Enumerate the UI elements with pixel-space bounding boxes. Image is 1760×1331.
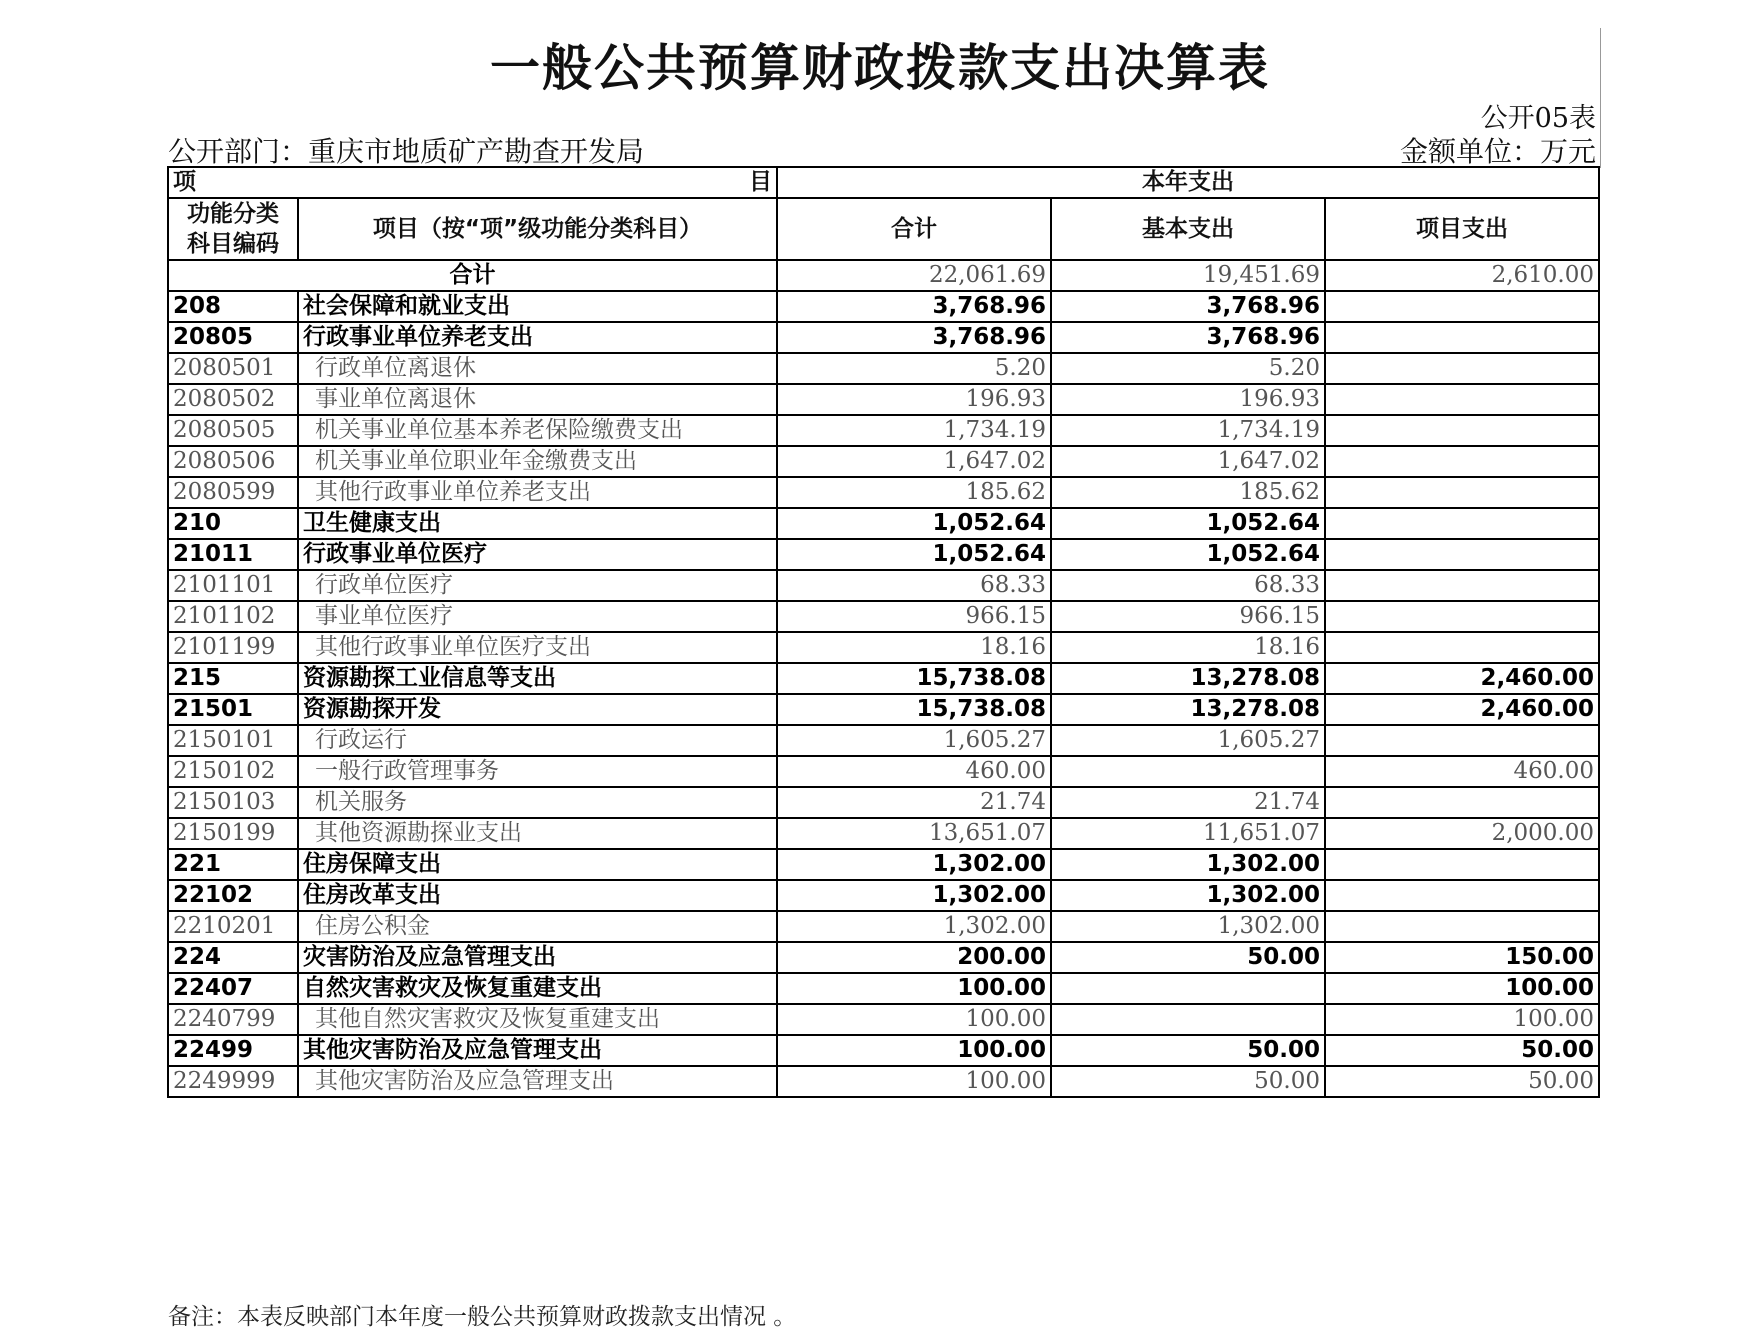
table-row [168,880,1599,911]
header-project: 项目支出 [1325,198,1599,260]
row-code: 2150102 [168,756,298,787]
row-total: 1,734.19 [777,415,1051,446]
table-row [168,725,1599,756]
table-row [168,601,1599,632]
row-total: 100.00 [777,1004,1051,1035]
row-name: 行政单位离退休 [298,353,777,384]
row-project: 2,000.00 [1325,818,1599,849]
row-project: 460.00 [1325,756,1599,787]
row-project [1325,477,1599,508]
row-total: 1,647.02 [777,446,1051,477]
department-label: 公开部门：重庆市地质矿产勘查开发局 [168,135,645,168]
row-total: 100.00 [777,973,1051,1004]
row-name: 灾害防治及应急管理支出 [298,942,777,973]
row-code: 2080599 [168,477,298,508]
row-name: 社会保障和就业支出 [298,291,777,322]
table-row [168,818,1599,849]
row-name: 机关服务 [298,787,777,818]
row-name: 其他灾害防治及应急管理支出 [298,1066,777,1097]
table-row [168,446,1599,477]
row-project [1325,849,1599,880]
row-name: 一般行政管理事务 [298,756,777,787]
row-code: 2210201 [168,911,298,942]
total-basic: 19,451.69 [1051,260,1325,291]
row-basic [1051,973,1325,1004]
row-project [1325,415,1599,446]
row-project [1325,911,1599,942]
row-total: 185.62 [777,477,1051,508]
row-project [1325,539,1599,570]
row-total: 100.00 [777,1066,1051,1097]
table-row [168,539,1599,570]
row-name: 其他灾害防治及应急管理支出 [298,1035,777,1066]
row-code: 2150199 [168,818,298,849]
row-code: 2101199 [168,632,298,663]
footnote: 备注：本表反映部门本年度一般公共预算财政拨款支出情况 。 [168,1304,797,1330]
row-total: 15,738.08 [777,694,1051,725]
row-name: 住房公积金 [298,911,777,942]
row-basic: 50.00 [1051,1035,1325,1066]
row-project: 100.00 [1325,1004,1599,1035]
row-name: 资源勘探工业信息等支出 [298,663,777,694]
row-code: 20805 [168,322,298,353]
table-row [168,632,1599,663]
row-name: 住房保障支出 [298,849,777,880]
table-row [168,1035,1599,1066]
header-item-left: 项 [173,169,196,195]
row-name: 资源勘探开发 [298,694,777,725]
row-basic [1051,1004,1325,1035]
table-row [168,694,1599,725]
row-project [1325,384,1599,415]
row-code: 21011 [168,539,298,570]
row-project [1325,291,1599,322]
table-number: 公开05表 [1480,103,1596,134]
expenditure-table [167,166,1600,1098]
row-code: 22102 [168,880,298,911]
row-name: 行政事业单位养老支出 [298,322,777,353]
table-row [168,849,1599,880]
row-code: 215 [168,663,298,694]
header-item-cell [168,167,777,198]
row-code: 2101101 [168,570,298,601]
row-project [1325,322,1599,353]
row-project [1325,508,1599,539]
table-row [168,973,1599,1004]
row-project [1325,353,1599,384]
row-project: 50.00 [1325,1066,1599,1097]
row-total: 13,651.07 [777,818,1051,849]
row-code: 2080502 [168,384,298,415]
unit-label: 金额单位：万元 [1399,135,1596,168]
row-total: 1,302.00 [777,880,1051,911]
vertical-rule [1600,28,1601,168]
row-basic: 185.62 [1051,477,1325,508]
table-row [168,477,1599,508]
row-name: 机关事业单位职业年金缴费支出 [298,446,777,477]
row-project: 2,460.00 [1325,663,1599,694]
row-basic: 13,278.08 [1051,694,1325,725]
row-basic: 1,302.00 [1051,911,1325,942]
row-code: 224 [168,942,298,973]
row-project: 50.00 [1325,1035,1599,1066]
row-basic: 68.33 [1051,570,1325,601]
table-row [168,1066,1599,1097]
page-title: 一般公共预算财政拨款支出决算表 [490,39,1270,97]
row-project [1325,570,1599,601]
row-name: 机关事业单位基本养老保险缴费支出 [298,415,777,446]
row-basic: 11,651.07 [1051,818,1325,849]
table-row [168,756,1599,787]
row-basic: 1,302.00 [1051,849,1325,880]
row-basic: 1,302.00 [1051,880,1325,911]
row-total: 1,605.27 [777,725,1051,756]
header-basic: 基本支出 [1051,198,1325,260]
header-name: 项目（按“项”级功能分类科目） [298,198,777,260]
header-total: 合计 [777,198,1051,260]
row-code: 2080506 [168,446,298,477]
total-row [168,260,1599,291]
row-project: 100.00 [1325,973,1599,1004]
row-name: 住房改革支出 [298,880,777,911]
row-total: 21.74 [777,787,1051,818]
row-name: 行政单位医疗 [298,570,777,601]
row-name: 事业单位医疗 [298,601,777,632]
row-total: 3,768.96 [777,291,1051,322]
row-total: 1,052.64 [777,539,1051,570]
row-project [1325,725,1599,756]
header-row-2 [168,198,1599,260]
row-total: 68.33 [777,570,1051,601]
row-code: 2150101 [168,725,298,756]
row-total: 1,302.00 [777,849,1051,880]
row-code: 21501 [168,694,298,725]
table-row [168,787,1599,818]
row-basic: 1,647.02 [1051,446,1325,477]
row-code: 221 [168,849,298,880]
row-project [1325,787,1599,818]
row-project [1325,446,1599,477]
row-total: 1,302.00 [777,911,1051,942]
row-code: 208 [168,291,298,322]
total-project: 2,610.00 [1325,260,1599,291]
table-row [168,353,1599,384]
row-total: 3,768.96 [777,322,1051,353]
row-project: 150.00 [1325,942,1599,973]
table-row [168,663,1599,694]
row-basic: 196.93 [1051,384,1325,415]
row-total: 100.00 [777,1035,1051,1066]
table-row [168,508,1599,539]
row-total: 460.00 [777,756,1051,787]
row-total: 18.16 [777,632,1051,663]
row-code: 2080505 [168,415,298,446]
row-basic: 13,278.08 [1051,663,1325,694]
table-row [168,911,1599,942]
row-total: 196.93 [777,384,1051,415]
row-basic: 18.16 [1051,632,1325,663]
row-name: 其他行政事业单位医疗支出 [298,632,777,663]
row-basic: 966.15 [1051,601,1325,632]
row-code: 2150103 [168,787,298,818]
row-basic: 50.00 [1051,942,1325,973]
row-basic: 50.00 [1051,1066,1325,1097]
row-name: 行政事业单位医疗 [298,539,777,570]
row-basic: 5.20 [1051,353,1325,384]
total-amount: 22,061.69 [777,260,1051,291]
header-item-right: 目 [749,169,772,195]
table-row [168,942,1599,973]
row-code: 2240799 [168,1004,298,1035]
table-row [168,1004,1599,1035]
row-total: 200.00 [777,942,1051,973]
row-code: 2080501 [168,353,298,384]
row-code: 210 [168,508,298,539]
row-basic: 1,052.64 [1051,508,1325,539]
row-name: 事业单位离退休 [298,384,777,415]
row-name: 其他自然灾害救灾及恢复重建支出 [298,1004,777,1035]
row-basic: 1,052.64 [1051,539,1325,570]
row-code: 22407 [168,973,298,1004]
table-row [168,415,1599,446]
row-basic: 3,768.96 [1051,291,1325,322]
table-row [168,322,1599,353]
row-total: 1,052.64 [777,508,1051,539]
row-project [1325,632,1599,663]
total-label: 合计 [168,260,777,291]
row-name: 行政运行 [298,725,777,756]
table-row [168,291,1599,322]
row-project [1325,880,1599,911]
row-basic [1051,756,1325,787]
row-project: 2,460.00 [1325,694,1599,725]
header-row-1 [168,167,1599,198]
table-row [168,570,1599,601]
row-total: 5.20 [777,353,1051,384]
table-row [168,384,1599,415]
header-current-year: 本年支出 [777,167,1599,198]
row-code: 22499 [168,1035,298,1066]
row-total: 15,738.08 [777,663,1051,694]
row-name: 卫生健康支出 [298,508,777,539]
row-basic: 1,605.27 [1051,725,1325,756]
row-total: 966.15 [777,601,1051,632]
row-name: 自然灾害救灾及恢复重建支出 [298,973,777,1004]
row-name: 其他资源勘探业支出 [298,818,777,849]
row-project [1325,601,1599,632]
row-code: 2101102 [168,601,298,632]
row-code: 2249999 [168,1066,298,1097]
row-basic: 21.74 [1051,787,1325,818]
row-basic: 3,768.96 [1051,322,1325,353]
row-basic: 1,734.19 [1051,415,1325,446]
header-code: 功能分类科目编码 [168,198,298,260]
row-name: 其他行政事业单位养老支出 [298,477,777,508]
